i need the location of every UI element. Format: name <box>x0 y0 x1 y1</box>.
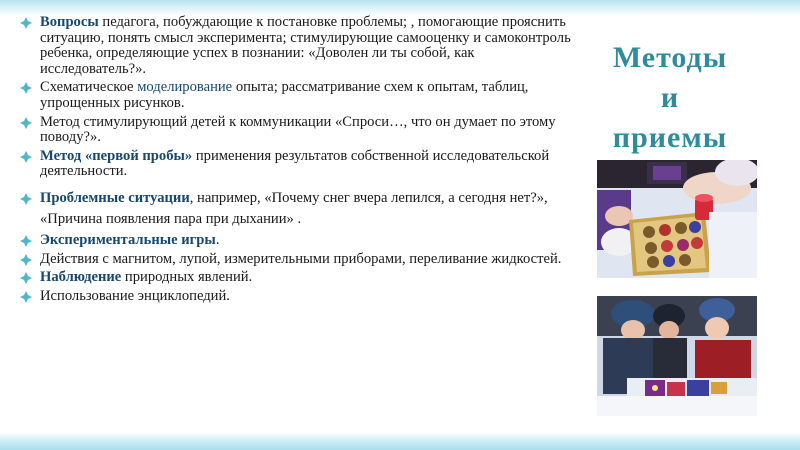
list-item <box>18 188 573 230</box>
bullet-highlight: Метод «первой пробы» <box>40 147 193 164</box>
bullet-text-before: Схематическое <box>40 79 138 96</box>
bullet-highlight: Экспериментальные игры <box>40 231 216 248</box>
title-line-2: и <box>660 81 680 114</box>
list-item <box>18 252 573 268</box>
list-item <box>18 149 573 180</box>
list-item <box>18 80 573 111</box>
title-line-1: Методы <box>612 41 728 74</box>
photo-colored-ice-experiment <box>597 160 757 278</box>
diamond-bullet-icon <box>20 291 32 303</box>
bullet-text: Метод стимулирующий детей к коммуникации «Спроси…, что он думает по этому поводу?». <box>40 113 556 146</box>
list-item <box>18 289 573 305</box>
diamond-bullet-icon <box>20 151 32 163</box>
bullet-text: природных явлений. <box>121 269 253 286</box>
diamond-bullet-icon <box>20 117 32 129</box>
diamond-bullet-icon <box>20 272 32 284</box>
bullet-text: Действия с магнитом, лупой, измерительными приборами, переливание жидкостей. <box>40 250 562 267</box>
bullet-text: . <box>215 231 220 248</box>
list-item <box>18 115 573 146</box>
list-item <box>18 270 573 286</box>
slide-title <box>585 38 755 158</box>
bullet-highlight: Вопросы <box>40 14 99 30</box>
title-line-3: приемы <box>612 121 728 154</box>
diamond-bullet-icon <box>20 235 32 247</box>
bullet-highlight: моделирование <box>137 79 233 96</box>
photo-children-outdoor-experiment <box>597 296 757 416</box>
bullet-highlight: Проблемные ситуации <box>40 189 190 206</box>
bullet-text: применения результатов собственной исследовательской деятельности. <box>40 147 550 180</box>
bottom-decor-band <box>0 432 800 450</box>
list-item <box>18 15 573 77</box>
bullet-text: Использование энциклопедий. <box>40 287 230 304</box>
diamond-bullet-icon <box>20 82 32 94</box>
bullet-text: , например, «Почему снег вчера лепился, а сегодня нет?», «Причина появления пара при дыхании» . <box>40 189 548 227</box>
diamond-bullet-icon <box>20 254 32 266</box>
bullet-text: опыта; рассматривание схем к опытам, таблиц, упрощенных рисунков. <box>40 79 529 111</box>
diamond-bullet-icon <box>20 17 32 29</box>
methods-list <box>18 15 573 307</box>
diamond-bullet-icon <box>20 193 32 205</box>
bullet-text: педагога, побуждающие к постановке проблемы; , помогающие прояснить ситуацию, понять смысл эксперимента; стимулирующие самооценку и самоконтроль ребенка, определяющие успех в познании: «Доволен ли ты собой, как исследователь?». <box>40 14 571 77</box>
bullet-highlight: Наблюдение <box>40 269 122 286</box>
list-item <box>18 233 573 249</box>
